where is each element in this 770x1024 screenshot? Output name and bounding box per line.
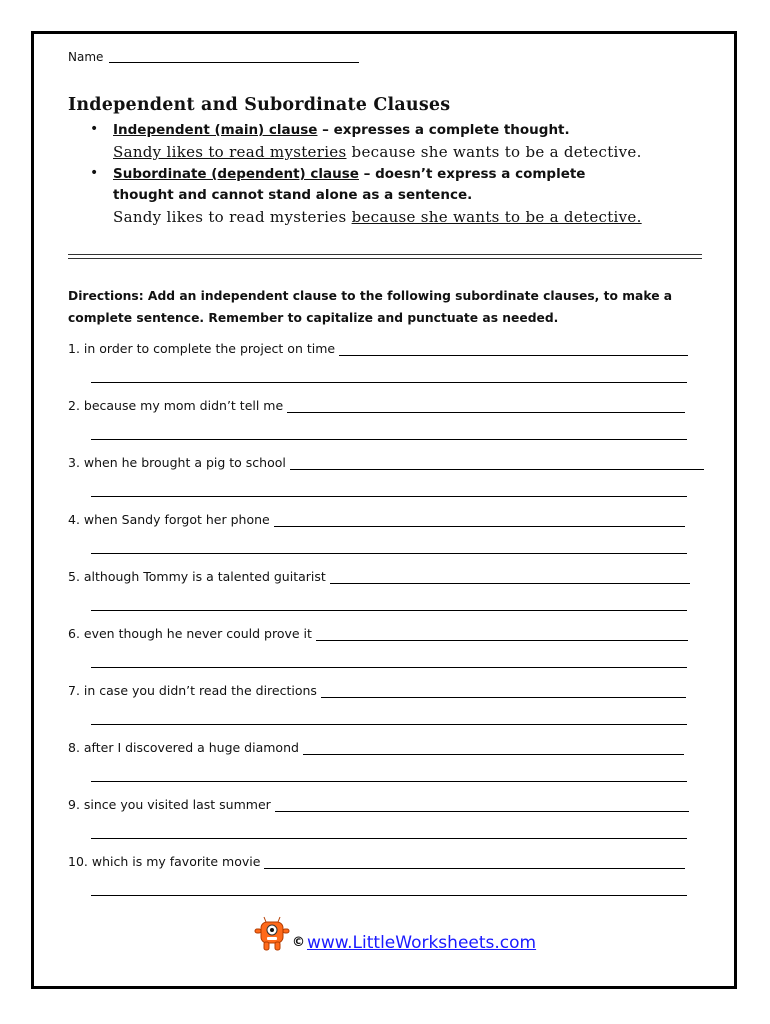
answer-line[interactable]	[287, 411, 685, 413]
answer-line[interactable]	[91, 610, 687, 611]
question-text: 5. although Tommy is a talented guitarist	[68, 569, 326, 584]
question-text: 7. in case you didn’t read the directions	[68, 683, 317, 698]
question-item	[68, 854, 685, 869]
answer-line[interactable]	[91, 724, 687, 725]
question-item	[68, 569, 690, 584]
answer-line[interactable]	[330, 582, 690, 584]
question-text: 3. when he brought a pig to school	[68, 455, 286, 470]
answer-line[interactable]	[91, 781, 687, 782]
answer-line[interactable]	[290, 468, 704, 470]
name-label: Name	[68, 50, 104, 64]
question-item	[68, 740, 684, 755]
example-subordinate-part: because she wants to be a detective.	[351, 208, 642, 226]
divider-line	[68, 258, 702, 259]
question-text: 6. even though he never could prove it	[68, 626, 312, 641]
page-title: Independent and Subordinate Clauses	[68, 95, 451, 115]
divider-line	[68, 254, 702, 255]
question-text: 4. when Sandy forgot her phone	[68, 512, 270, 527]
question-text: 1. in order to complete the project on time	[68, 341, 336, 356]
answer-line[interactable]	[321, 696, 686, 698]
question-text: 10. which is my favorite movie	[68, 854, 261, 869]
definition-description: – doesn’t express a complete	[358, 166, 586, 182]
definition-description: – expresses a complete thought.	[317, 122, 570, 138]
answer-line[interactable]	[339, 354, 688, 356]
bullet-icon: •	[90, 121, 99, 137]
answer-line[interactable]	[91, 895, 687, 896]
example-subordinate-part: because she wants to be a detective.	[346, 143, 642, 161]
answer-line[interactable]	[316, 639, 688, 641]
question-item	[68, 341, 688, 356]
question-item	[68, 512, 685, 527]
definition-term: Subordinate (dependent) clause	[113, 166, 359, 182]
answer-line[interactable]	[91, 496, 687, 497]
bullet-icon: •	[90, 165, 99, 181]
name-field-line[interactable]	[109, 62, 359, 63]
answer-line[interactable]	[274, 525, 685, 527]
definition-term: Independent (main) clause	[113, 122, 318, 138]
copyright-symbol: ©	[292, 935, 305, 950]
answer-line[interactable]	[275, 810, 689, 812]
answer-line[interactable]	[91, 382, 687, 383]
monster-mascot-icon	[252, 915, 292, 953]
question-item	[68, 398, 685, 413]
answer-line[interactable]	[91, 553, 687, 554]
answer-line[interactable]	[91, 838, 687, 839]
question-item	[68, 683, 686, 698]
question-item	[68, 626, 688, 641]
question-item	[68, 455, 704, 470]
definition-description-cont: thought and cannot stand alone as a sentence.	[113, 187, 473, 203]
question-text: 8. after I discovered a huge diamond	[68, 740, 299, 755]
directions-text: Directions: Add an independent clause to the following subordinate clauses, to make a complete sentence. Remember to capitalize and punctuate as needed.	[68, 289, 673, 325]
answer-line[interactable]	[264, 867, 685, 869]
question-text: 2. because my mom didn’t tell me	[68, 398, 284, 413]
name-row	[68, 50, 359, 64]
answer-line[interactable]	[91, 439, 687, 440]
question-text: 9. since you visited last summer	[68, 797, 271, 812]
example-independent-part: Sandy likes to read mysteries	[113, 143, 347, 161]
littleworksheets-link[interactable]: www.LittleWorksheets.com	[307, 933, 537, 953]
answer-line[interactable]	[91, 667, 687, 668]
example-independent-part: Sandy likes to read mysteries	[113, 208, 352, 226]
footer	[252, 915, 536, 953]
question-item	[68, 797, 689, 812]
answer-line[interactable]	[303, 753, 684, 755]
